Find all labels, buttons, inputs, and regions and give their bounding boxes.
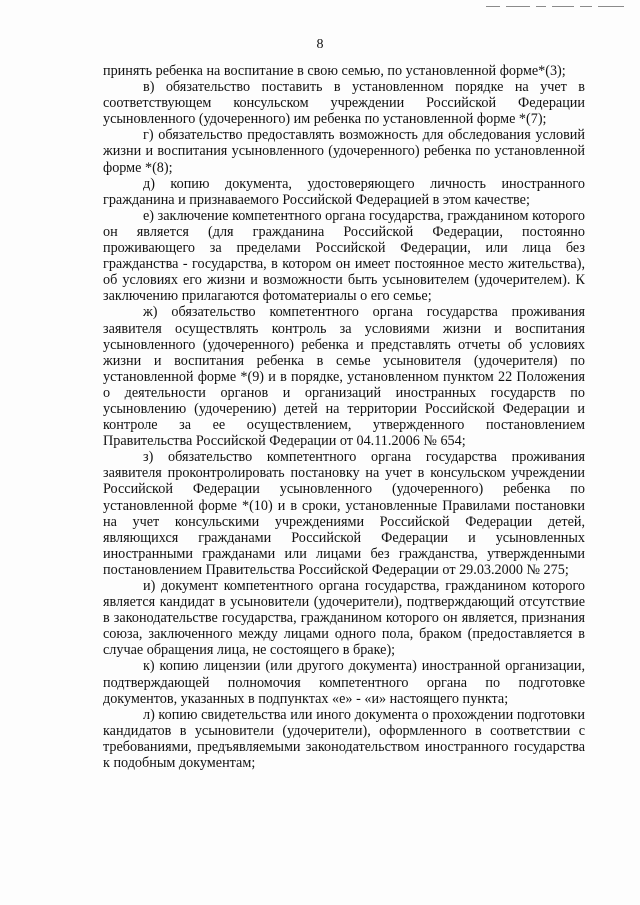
paragraph-e: е) заключение компетентного органа государства, гражданином которого он является (для гражданина Российской Федерации, постоянно проживающего за пределами Российской Федерации, или лица без гражданства - государства, в котором он имеет постоянное место жительства), об условиях его жизни и возможности быть усыновителем (удочерителем). К заключению прилагаются фотоматериалы о его семье; [103,207,585,305]
paragraph-k: к) копию лицензии (или другого документа) иностранной организации, подтверждающей полномочия компетентного органа по подготовке документов, указанных в подпунктах «е» - «и» настоящего пункта; [103,658,585,707]
paragraph-continuation: принять ребенка на воспитание в свою семью, по установленной форме*(3); [103,63,566,79]
paragraph-z: з) обязательство компетентного органа государства проживания заявителя проконтролировать постановку на учет в консульском учреждении Российской Федерации усыновленного (удочеренного) ребенка по установленной форме *(10) и в сроки, установленные Правилами постановки на учет консульскими учреждениями Российской Федерации детей, являющихся гражданами Российской Федерации и усыновленных иностранными гражданами или лицами без гражданства, утвержденными постановлением Правительства Российской Федерации от 29.03.2000 № 275; [103,449,585,578]
paragraph-i: и) документ компетентного органа государства, гражданином которого является кандидат в усыновители (удочерители), подтверждающий отсутствие в законодательстве государства, гражданином которого он является, признания союза, заключенного между лицами одного пола, браком (предоставляется в случае обращения лица, не состоящего в браке); [103,578,585,659]
scan-artifact-marks [486,6,626,10]
paragraph-zh: ж) обязательство компетентного органа государства проживания заявителя осуществлять контроль за условиями жизни и воспитания усыновленного (удочеренного) ребенка и представлять отчеты об условиях жизни и воспитания ребенка в семье усыновителя (удочерителя) по установленной форме *(9) и в порядке, установленном пунктом 22 Положения о деятельности органов и организаций иностранных государств по усыновлению (удочерению) детей на территории Российской Федерации и контроле за ее осуществлением, утвержденного постановлением Правительства Российской Федерации от 04.11.2006 № 654; [103,304,585,450]
paragraph-d: д) копию документа, удостоверяющего личность иностранного гражданина и признаваемого Российской Федерацией в этом качестве; [103,175,585,208]
paragraph-l: л) копию свидетельства или иного документа о прохождении подготовки кандидатов в усыновители (удочерители), оформленного в соответствии с требованиями, предъявляемыми законодательством иностранного государства к подобным документам; [103,706,585,772]
paragraph-g: г) обязательство предоставлять возможность для обследования условий жизни и воспитания усыновленного (удочеренного) ребенка по установленной форме *(8); [103,127,585,176]
paragraph-v: в) обязательство поставить в установленном порядке на учет в соответствующем консульском учреждении Российской Федерации усыновленного (удочеренного) им ребенка по установленной форме *(7); [103,79,585,128]
page-number: 8 [316,37,324,52]
document-body [103,63,585,771]
